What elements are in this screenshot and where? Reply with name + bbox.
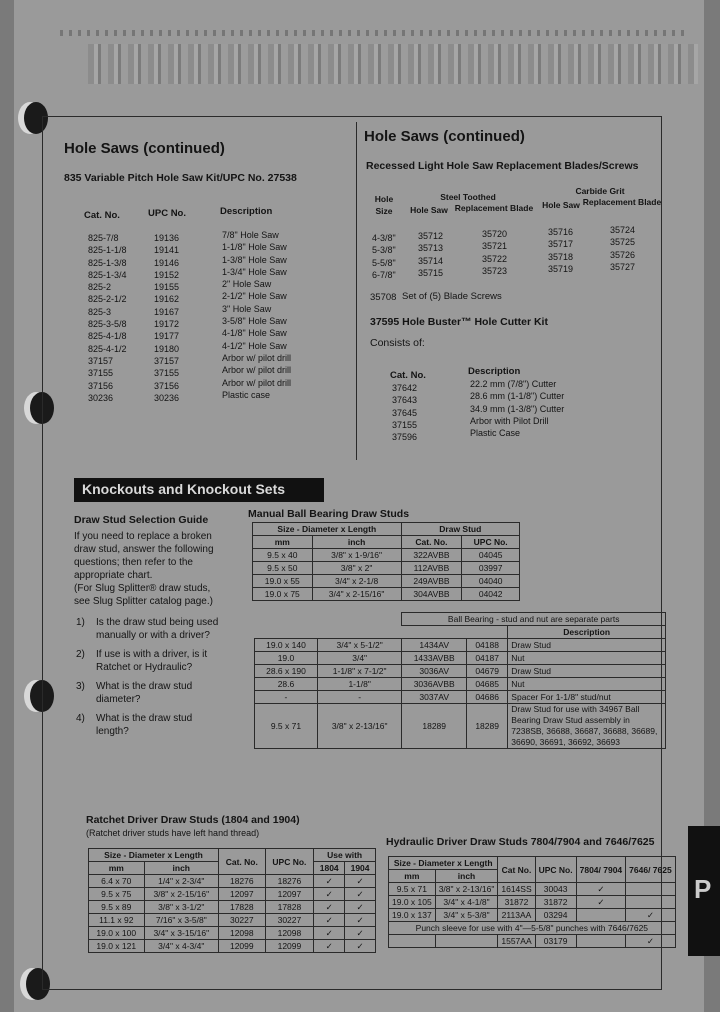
table-cell: 9.5 x 50 (253, 562, 313, 575)
table-row (255, 639, 666, 652)
hdr-mm: mm (253, 536, 313, 549)
carbide-repl-blade: 35727 (610, 261, 636, 272)
question-text: manually or with a driver? (96, 630, 210, 641)
hb-cat-no: 37155 (392, 419, 418, 430)
table-cell: 11.1 x 92 (89, 914, 145, 927)
table-cell: 9.5 x 89 (89, 901, 145, 914)
table-cell: 1557AA (498, 935, 535, 948)
desc-column (222, 229, 291, 401)
hdr-inch: inch (435, 870, 498, 883)
check-icon: ✓ (314, 888, 345, 901)
description: Arbor w/ pilot drill (222, 365, 292, 376)
section-title-hole-saws-right: Hole Saws (continued) (364, 128, 525, 145)
table-cell: 3/4" x 5-3/8" (435, 909, 498, 922)
screws-cat: 35708 (370, 292, 397, 303)
manual-bb-table (254, 612, 666, 749)
description: Arbor w/ pilot drill (222, 352, 292, 363)
table-cell: 1614SS (498, 883, 535, 896)
steel-saw-column (418, 230, 443, 279)
carbide-blade-column (610, 224, 635, 273)
hdr-mm: mm (389, 870, 436, 883)
table-cell: 19.0 x 140 (255, 639, 318, 652)
cat-no: 825-4-1/2 (88, 343, 127, 354)
hdr-hole: Hole (374, 194, 394, 204)
scan-header-artifact (88, 44, 698, 84)
hydraulic-table (388, 856, 676, 948)
table-cell: 12097 (265, 888, 314, 901)
table-cell: 04679 (467, 665, 508, 678)
manual-table (252, 522, 520, 601)
table-cell: 04045 (462, 549, 520, 562)
table-row (255, 704, 666, 749)
steel-hole-saw: 35713 (418, 243, 444, 254)
table-cell: 03179 (535, 935, 576, 948)
hdr-repl-blade: Replacement Blade (454, 203, 534, 213)
table-cell: - (317, 691, 401, 704)
cat-no: 825-3 (88, 306, 112, 317)
hdr-1904: 1904 (345, 862, 376, 875)
table-cell: 03294 (535, 909, 576, 922)
table-cell: 3/4" x 2-15/16" (312, 588, 401, 601)
upc-no: 19180 (154, 343, 180, 354)
table-cell: 17828 (219, 901, 266, 914)
carbide-saw-column (548, 226, 573, 275)
table-cell: 30227 (219, 914, 266, 927)
table-row (89, 914, 376, 927)
table-cell: Nut (508, 652, 666, 665)
table-cell: 3/4" x 4-1/8" (435, 896, 498, 909)
cat-no: 825-4-1/8 (88, 331, 127, 342)
col-header-desc: Description (220, 206, 273, 217)
table-cell: 30227 (265, 914, 314, 927)
hdr-7646: 7646/ 7625 (626, 857, 676, 883)
check-icon (576, 909, 626, 922)
question-text: What is the draw stud (96, 681, 193, 692)
hb-cat-no: 37642 (392, 383, 418, 393)
description: 3" Hole Saw (222, 303, 272, 314)
description: 1-3/4" Hole Saw (222, 266, 287, 277)
table-cell: 3/8" x 3-1/2" (144, 901, 219, 914)
ratchet-title: Ratchet Driver Draw Studs (1804 and 1904) (86, 814, 300, 826)
table-cell: 3/4" x 4-3/4" (144, 940, 219, 953)
hole-size: 5-3/8" (372, 245, 396, 256)
check-icon: ✓ (314, 901, 345, 914)
table-cell: 1-1/8" (317, 678, 401, 691)
table-cell: 112AVBB (401, 562, 462, 575)
table-row (253, 575, 520, 588)
table-cell: 04188 (467, 639, 508, 652)
description: 2" Hole Saw (222, 279, 272, 290)
table-cell: 3/8" x 2-13/16" (435, 883, 498, 896)
table-cell: 3/4" (317, 652, 401, 665)
hdr-size: Size - Diameter x Length (89, 849, 219, 862)
question-number: 1) (76, 617, 85, 628)
steel-hole-saw: 35715 (418, 267, 444, 278)
upc-no: 19152 (154, 269, 180, 280)
table-cell: 04685 (467, 678, 508, 691)
punch-note: Punch sleeve for use with 4"—5-5/8" punches with 7646/7625 (389, 922, 676, 935)
hole-size: 5-5/8" (372, 257, 396, 268)
question-text: diameter? (96, 694, 141, 705)
steel-blade-column (482, 228, 507, 277)
knockouts-banner: Knockouts and Knockout Sets (74, 478, 324, 502)
description: 3-5/8" Hole Saw (222, 316, 287, 327)
hb-hdr-desc: Description (468, 366, 521, 377)
sep-note: Ball Bearing - stud and nut are separate parts (402, 613, 666, 626)
carbide-repl-blade: 35725 (610, 237, 636, 248)
question-text: Ratchet or Hydraulic? (96, 662, 193, 673)
table-row (253, 588, 520, 601)
hdr-repl-blade-2: Replacement Blade (582, 197, 662, 207)
table-cell: 12098 (219, 927, 266, 940)
table-cell: 17828 (265, 901, 314, 914)
table-cell: 31872 (498, 896, 535, 909)
table-row (255, 665, 666, 678)
hdr-cat: Cat. No. (401, 536, 462, 549)
check-icon: ✓ (626, 935, 676, 948)
hdr-1804: 1804 (314, 862, 345, 875)
question-text: What is the draw stud (96, 713, 193, 724)
check-icon (626, 883, 676, 896)
check-icon: ✓ (345, 940, 376, 953)
table-cell: 3/8" x 2-15/16" (144, 888, 219, 901)
table-cell: 31872 (535, 896, 576, 909)
table-row (89, 927, 376, 940)
cat-no: 825-7/8 (88, 233, 119, 243)
table-row (253, 562, 520, 575)
question-number: 3) (76, 681, 85, 692)
table-cell: 19.0 x 105 (389, 896, 436, 909)
check-icon: ✓ (345, 927, 376, 940)
table-cell: 28.6 (255, 678, 318, 691)
table-cell: 12097 (219, 888, 266, 901)
hb-description: 34.9 mm (1-3/8") Cutter (470, 403, 565, 414)
description: Arbor w/ pilot drill (222, 377, 292, 388)
table-cell: 3036AV (402, 665, 467, 678)
table-cell: 9.5 x 71 (389, 883, 436, 896)
question-text: length? (96, 726, 129, 737)
upc-no: 30236 (154, 392, 180, 403)
table-cell: 3/4" x 3-15/16" (144, 927, 219, 940)
check-icon: ✓ (314, 914, 345, 927)
col-header-cat: Cat. No. (84, 210, 120, 221)
table-cell: 3/8" x 2-13/16" (317, 704, 401, 749)
table-cell: Spacer For 1-1/8" stud/nut (508, 691, 666, 704)
guide-line: appropriate chart. (74, 570, 153, 581)
steel-hole-saw: 35712 (418, 231, 444, 241)
upc-no: 19141 (154, 245, 180, 256)
cat-no: 825-2 (88, 282, 112, 293)
table-row (255, 652, 666, 665)
upc-no: 19172 (154, 319, 180, 330)
column-divider (356, 122, 357, 460)
question-text: If use is with a driver, is it (96, 649, 208, 660)
check-icon: ✓ (314, 875, 345, 888)
ratchet-table (88, 848, 376, 953)
hdr-inch: inch (312, 536, 401, 549)
description: 7/8" Hole Saw (222, 230, 279, 240)
table-cell: 12098 (265, 927, 314, 940)
check-icon: ✓ (576, 896, 626, 909)
punch-note-row (389, 922, 676, 935)
hdr-upc: UPC No. (535, 857, 576, 883)
guide-line: questions; then refer to the (74, 557, 193, 568)
table-cell (389, 935, 436, 948)
check-icon (626, 896, 676, 909)
table-cell: 03997 (462, 562, 520, 575)
hdr-inch: inch (144, 862, 219, 875)
cat-no: 30236 (88, 392, 114, 403)
upc-no: 37157 (154, 355, 180, 366)
table-cell: 322AVBB (401, 549, 462, 562)
description: 4-1/8" Hole Saw (222, 328, 287, 339)
cat-no: 825-2-1/2 (88, 294, 127, 305)
hole-size: 4-3/8" (372, 233, 396, 243)
table-cell: 249AVBB (401, 575, 462, 588)
upc-no: 19146 (154, 257, 180, 268)
check-icon: ✓ (345, 888, 376, 901)
table-cell: 9.5 x 75 (89, 888, 145, 901)
carbide-hole-saw: 35719 (548, 263, 574, 274)
check-icon: ✓ (576, 883, 626, 896)
table-cell: 1-1/8" x 7-1/2" (317, 665, 401, 678)
recessed-subtitle: Recessed Light Hole Saw Replacement Blades/Screws (366, 160, 639, 172)
table-cell: 1433AVBB (402, 652, 467, 665)
size-column (372, 232, 396, 281)
kit-subtitle: 835 Variable Pitch Hole Saw Kit/UPC No. 27538 (64, 172, 297, 184)
table-cell: 1434AV (402, 639, 467, 652)
table-row (389, 896, 676, 909)
upc-no: 19177 (154, 331, 180, 342)
table-row (255, 691, 666, 704)
hdr-carbide: Carbide Grit (575, 186, 625, 196)
table-cell: 04187 (467, 652, 508, 665)
table-row (89, 940, 376, 953)
table-cell: 12099 (265, 940, 314, 953)
table-cell: 3037AV (402, 691, 467, 704)
hdr-steel: Steel Toothed (440, 192, 496, 202)
table-cell: 3/4" x 2-1/8 (312, 575, 401, 588)
steel-repl-blade: 35723 (482, 265, 508, 276)
hdr-cat: Cat. No. (219, 849, 266, 875)
upc-no: 37155 (154, 368, 180, 379)
hdr-7804: 7804/ 7904 (576, 857, 626, 883)
table-cell: 19.0 x 137 (389, 909, 436, 922)
table-cell: 19.0 x 121 (89, 940, 145, 953)
table-cell: 18276 (219, 875, 266, 888)
upc-no: 19167 (154, 306, 180, 317)
manual-title: Manual Ball Bearing Draw Studs (248, 508, 410, 520)
table-cell: 19.0 x 100 (89, 927, 145, 940)
hb-cat-no: 37596 (392, 432, 418, 443)
check-icon: ✓ (345, 901, 376, 914)
carbide-repl-blade: 35726 (610, 249, 636, 260)
guide-line: see Slug Splitter catalog page.) (74, 596, 213, 607)
carbide-repl-blade: 35724 (610, 225, 636, 235)
hdr-upc: UPC No. (462, 536, 520, 549)
table-cell: 19.0 x 55 (253, 575, 313, 588)
table-row (89, 888, 376, 901)
upc-no: 19155 (154, 282, 180, 293)
check-icon: ✓ (626, 909, 676, 922)
description: 2-1/2" Hole Saw (222, 291, 287, 302)
table-row (253, 549, 520, 562)
hb-hdr-cat: Cat. No. (390, 370, 426, 381)
hb-cat-column (392, 382, 417, 443)
carbide-hole-saw: 35717 (548, 239, 574, 250)
steel-repl-blade: 35722 (482, 253, 508, 264)
guide-title: Draw Stud Selection Guide (74, 514, 209, 526)
guide-text (74, 530, 244, 608)
hdr-draw-stud: Draw Stud (401, 523, 519, 536)
table-cell: 1/4" x 2-3/4" (144, 875, 219, 888)
table-row (389, 883, 676, 896)
col-header-upc: UPC No. (148, 208, 186, 219)
table-cell: 19.0 (255, 652, 318, 665)
description: Plastic case (222, 389, 271, 400)
hdr-size: Size - Diameter x Length (389, 857, 498, 870)
hdr-hole-saw: Hole Saw (410, 205, 448, 215)
table-cell: 3/8" x 2" (312, 562, 401, 575)
table-cell: 30043 (535, 883, 576, 896)
table-cell: 28.6 x 190 (255, 665, 318, 678)
table-cell (576, 935, 626, 948)
table-cell: 04042 (462, 588, 520, 601)
table-cell (435, 935, 498, 948)
question-number: 2) (76, 649, 85, 660)
steel-repl-blade: 35721 (482, 241, 508, 252)
hole-buster-title: 37595 Hole Buster™ Hole Cutter Kit (370, 316, 548, 328)
cat-no: 37155 (88, 368, 114, 379)
hdr-use: Use with (314, 849, 376, 862)
check-icon: ✓ (314, 940, 345, 953)
table-cell: 7/16" x 3-5/8" (144, 914, 219, 927)
cat-no: 825-1-3/4 (88, 269, 127, 280)
question-number: 4) (76, 713, 85, 724)
table-cell: 2113AA (498, 909, 535, 922)
table-row (89, 901, 376, 914)
carbide-hole-saw: 35716 (548, 227, 574, 237)
table-cell: 18289 (467, 704, 508, 749)
table-cell: - (255, 691, 318, 704)
table-cell: 9.5 x 71 (255, 704, 318, 749)
table-row (389, 935, 676, 948)
upc-no: 37156 (154, 380, 180, 391)
table-cell: Nut (508, 678, 666, 691)
check-icon: ✓ (314, 927, 345, 940)
hdr-cat: Cat No. (498, 857, 535, 883)
steel-hole-saw: 35714 (418, 255, 444, 266)
table-cell: 18276 (265, 875, 314, 888)
hdr-mm: mm (89, 862, 145, 875)
table-row (89, 875, 376, 888)
steel-repl-blade: 35720 (482, 229, 508, 239)
section-title-hole-saws: Hole Saws (continued) (64, 140, 225, 157)
hdr-size: Size (375, 206, 393, 216)
table-cell: 04686 (467, 691, 508, 704)
hb-description: 22.2 mm (7/8") Cutter (470, 379, 557, 389)
table-cell: 04040 (462, 575, 520, 588)
hb-cat-no: 37643 (392, 395, 418, 406)
table-cell: 3/4" x 5-1/2" (317, 639, 401, 652)
description: 4-1/2" Hole Saw (222, 340, 287, 351)
cat-no: 825-1-3/8 (88, 257, 127, 268)
check-icon: ✓ (345, 914, 376, 927)
consists-of: Consists of: (370, 337, 425, 349)
cat-no: 825-1-1/8 (88, 245, 127, 256)
hdr-desc: Description (508, 626, 666, 639)
table-cell: Draw Stud (508, 665, 666, 678)
table-cell: Draw Stud (508, 639, 666, 652)
table-cell: 6.4 x 70 (89, 875, 145, 888)
table-cell: 304AVBB (401, 588, 462, 601)
section-tab: P (688, 826, 720, 956)
cat-no: 37156 (88, 380, 114, 391)
hb-description: Plastic Case (470, 428, 521, 439)
ratchet-note: (Ratchet driver studs have left hand thread) (86, 828, 260, 838)
hdr-hole-saw-2: Hole Saw (542, 200, 580, 210)
question-text: Is the draw stud being used (96, 617, 219, 628)
cat-no: 825-3-5/8 (88, 319, 127, 330)
table-row (389, 909, 676, 922)
table-cell: 12099 (219, 940, 266, 953)
hole-size: 6-7/8" (372, 269, 396, 280)
table-cell: 9.5 x 40 (253, 549, 313, 562)
table-cell: 19.0 x 75 (253, 588, 313, 601)
carbide-hole-saw: 35718 (548, 251, 574, 262)
hb-desc-column (470, 378, 564, 439)
upc-no: 19162 (154, 294, 180, 305)
hdr-size: Size - Diameter x Length (253, 523, 402, 536)
upc-no: 19136 (154, 233, 180, 243)
hydraulic-title: Hydraulic Driver Draw Studs 7804/7904 and 7646/7625 (386, 836, 655, 848)
screws-desc: Set of (5) Blade Screws (402, 291, 502, 302)
guide-line: If you need to replace a broken (74, 531, 212, 542)
table-cell: Draw Stud for use with 34967 Ball Bearing Draw Stud assembly in 7238SB, 36688, 36687, 36688, 36689, 36690, 36691, 36692, 36693 (508, 704, 666, 749)
hdr-upc: UPC No. (265, 849, 314, 875)
hb-cat-no: 37645 (392, 407, 418, 418)
table-cell: 18289 (402, 704, 467, 749)
hb-description: 28.6 mm (1-1/8") Cutter (470, 391, 565, 402)
scan-artifact (60, 30, 690, 36)
upc-column (154, 232, 179, 404)
table-cell: 3036AVBB (402, 678, 467, 691)
guide-line: (For Slug Splitter® draw studs, (74, 583, 211, 594)
guide-line: draw stud, answer the following (74, 544, 214, 555)
cat-column (88, 232, 127, 404)
check-icon: ✓ (345, 875, 376, 888)
description: 1-3/8" Hole Saw (222, 254, 287, 265)
hb-description: Arbor with Pilot Drill (470, 415, 549, 426)
table-row (255, 678, 666, 691)
cat-no: 37157 (88, 355, 114, 366)
description: 1-1/8" Hole Saw (222, 242, 287, 253)
table-cell: 3/8" x 1-9/16" (312, 549, 401, 562)
